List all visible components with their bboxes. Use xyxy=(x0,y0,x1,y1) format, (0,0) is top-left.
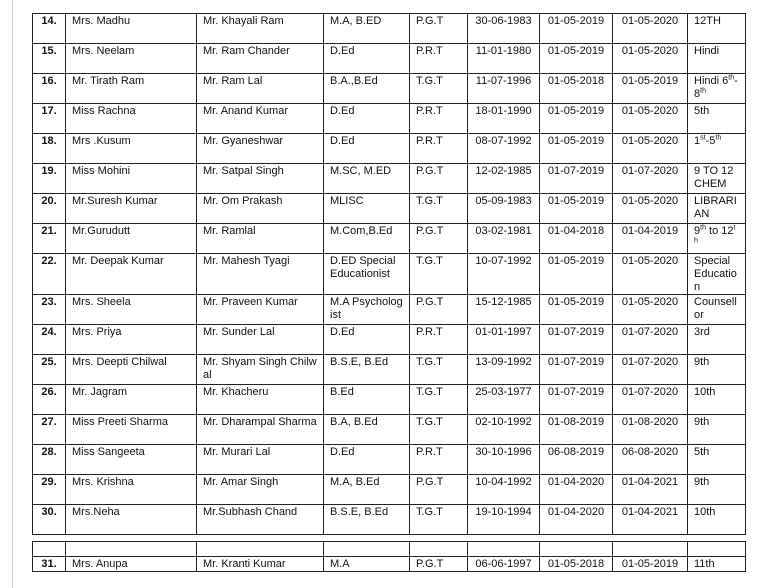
post-cell: T.G.T xyxy=(410,355,468,385)
empty-cell xyxy=(468,542,540,557)
date-of-birth-cell: 19-10-1994 xyxy=(468,505,540,535)
serial-number-cell: 16. xyxy=(33,74,66,104)
class-subject-cell: 9th to 12th xyxy=(688,224,746,254)
qualification-cell: B.S.E, B.Ed xyxy=(324,505,410,535)
empty-cell xyxy=(324,542,410,557)
class-subject-cell: Hindi xyxy=(688,44,746,74)
class-subject-cell: Hindi 6th-8th xyxy=(688,74,746,104)
post-cell: P.R.T xyxy=(410,445,468,475)
date-of-birth-cell: 02-10-1992 xyxy=(468,415,540,445)
post-cell: T.G.T xyxy=(410,254,468,295)
post-cell: T.G.T xyxy=(410,385,468,415)
class-subject-cell: 11th xyxy=(688,557,746,572)
father-husband-name-cell: Mr. Dharampal Sharma xyxy=(197,415,324,445)
father-husband-name-cell: Mr. Ram Chander xyxy=(197,44,324,74)
appointment-from-cell: 01-04-2020 xyxy=(540,505,613,535)
class-subject-cell: 9th xyxy=(688,475,746,505)
date-of-birth-cell: 11-01-1980 xyxy=(468,44,540,74)
father-husband-name-cell: Mr. Shyam Singh Chilwal xyxy=(197,355,324,385)
table-row xyxy=(33,134,746,164)
appointment-to-cell: 01-04-2021 xyxy=(613,505,688,535)
qualification-cell: D.Ed xyxy=(324,134,410,164)
father-husband-name-cell: Mr. Amar Singh xyxy=(197,475,324,505)
class-subject-cell: 10th xyxy=(688,505,746,535)
qualification-cell: D.Ed xyxy=(324,104,410,134)
date-of-birth-cell: 13-09-1992 xyxy=(468,355,540,385)
teacher-name-cell: Mrs. Deepti Chilwal xyxy=(66,355,197,385)
appointment-to-cell: 01-05-2019 xyxy=(613,74,688,104)
serial-number-cell: 20. xyxy=(33,194,66,224)
serial-number-cell: 15. xyxy=(33,44,66,74)
serial-number-cell: 18. xyxy=(33,134,66,164)
table-row xyxy=(33,385,746,415)
teacher-name-cell: Mr. Deepak Kumar xyxy=(66,254,197,295)
table-row xyxy=(33,445,746,475)
serial-number-cell: 27. xyxy=(33,415,66,445)
table-row xyxy=(33,44,746,74)
teacher-name-cell: Mrs. Priya xyxy=(66,325,197,355)
date-of-birth-cell: 08-07-1992 xyxy=(468,134,540,164)
father-husband-name-cell: Mr. Sunder Lal xyxy=(197,325,324,355)
date-of-birth-cell: 05-09-1983 xyxy=(468,194,540,224)
teacher-name-cell: Miss Mohini xyxy=(66,164,197,194)
post-cell: P.G.T xyxy=(410,224,468,254)
appointment-to-cell: 01-05-2020 xyxy=(613,14,688,44)
father-husband-name-cell: Mr. Satpal Singh xyxy=(197,164,324,194)
serial-number-cell: 23. xyxy=(33,295,66,325)
father-husband-name-cell: Mr. Khayali Ram xyxy=(197,14,324,44)
date-of-birth-cell: 01-01-1997 xyxy=(468,325,540,355)
table-row xyxy=(33,505,746,535)
post-cell: P.G.T xyxy=(410,295,468,325)
qualification-cell: D.Ed xyxy=(324,445,410,475)
post-cell: P.R.T xyxy=(410,325,468,355)
table-row xyxy=(33,164,746,194)
teacher-name-cell: Miss Preeti Sharma xyxy=(66,415,197,445)
table-row xyxy=(33,415,746,445)
teacher-name-cell: Mrs.Neha xyxy=(66,505,197,535)
post-cell: T.G.T xyxy=(410,74,468,104)
empty-row xyxy=(33,542,746,557)
serial-number-cell: 17. xyxy=(33,104,66,134)
qualification-cell: B.A, B.Ed xyxy=(324,415,410,445)
qualification-cell: D.Ed xyxy=(324,44,410,74)
empty-cell xyxy=(613,542,688,557)
class-subject-cell: 10th xyxy=(688,385,746,415)
serial-number-cell: 22. xyxy=(33,254,66,295)
empty-cell xyxy=(33,542,66,557)
empty-cell xyxy=(540,542,613,557)
appointment-from-cell: 01-05-2018 xyxy=(540,74,613,104)
father-husband-name-cell: Mr. Mahesh Tyagi xyxy=(197,254,324,295)
qualification-cell: M.A, B.ED xyxy=(324,14,410,44)
class-subject-cell: Special Education xyxy=(688,254,746,295)
empty-cell xyxy=(66,542,197,557)
class-subject-cell: 9th xyxy=(688,355,746,385)
serial-number-cell: 28. xyxy=(33,445,66,475)
empty-cell xyxy=(410,542,468,557)
table-row xyxy=(33,194,746,224)
appointment-to-cell: 01-05-2019 xyxy=(613,557,688,572)
father-husband-name-cell: Mr. Gyaneshwar xyxy=(197,134,324,164)
appointment-from-cell: 06-08-2019 xyxy=(540,445,613,475)
serial-number-cell: 30. xyxy=(33,505,66,535)
teacher-name-cell: Mrs .Kusum xyxy=(66,134,197,164)
post-cell: T.G.T xyxy=(410,505,468,535)
class-subject-cell: 1st-5th xyxy=(688,134,746,164)
father-husband-name-cell: Mr. Ramlal xyxy=(197,224,324,254)
staff-table-continued xyxy=(32,541,746,572)
appointment-from-cell: 01-05-2019 xyxy=(540,254,613,295)
date-of-birth-cell: 18-01-1990 xyxy=(468,104,540,134)
appointment-to-cell: 01-07-2020 xyxy=(613,385,688,415)
serial-number-cell: 31. xyxy=(33,557,66,572)
father-husband-name-cell: Mr. Anand Kumar xyxy=(197,104,324,134)
empty-cell xyxy=(688,542,746,557)
appointment-to-cell: 01-04-2021 xyxy=(613,475,688,505)
date-of-birth-cell: 10-04-1992 xyxy=(468,475,540,505)
appointment-from-cell: 01-05-2019 xyxy=(540,44,613,74)
qualification-cell: M.Com,B.Ed xyxy=(324,224,410,254)
qualification-cell: D.ED Special Educationist xyxy=(324,254,410,295)
post-cell: P.G.T xyxy=(410,164,468,194)
post-cell: P.G.T xyxy=(410,557,468,572)
appointment-to-cell: 01-05-2020 xyxy=(613,254,688,295)
appointment-from-cell: 01-05-2019 xyxy=(540,14,613,44)
appointment-from-cell: 01-05-2019 xyxy=(540,194,613,224)
teacher-name-cell: Mrs. Krishna xyxy=(66,475,197,505)
teacher-name-cell: Mr.Gurudutt xyxy=(66,224,197,254)
post-cell: P.R.T xyxy=(410,44,468,74)
appointment-to-cell: 01-05-2020 xyxy=(613,134,688,164)
class-subject-cell: 3rd xyxy=(688,325,746,355)
appointment-to-cell: 01-07-2020 xyxy=(613,325,688,355)
serial-number-cell: 24. xyxy=(33,325,66,355)
teacher-name-cell: Mr.Suresh Kumar xyxy=(66,194,197,224)
date-of-birth-cell: 30-10-1996 xyxy=(468,445,540,475)
table-row xyxy=(33,224,746,254)
date-of-birth-cell: 10-07-1992 xyxy=(468,254,540,295)
serial-number-cell: 21. xyxy=(33,224,66,254)
qualification-cell: M.A xyxy=(324,557,410,572)
appointment-from-cell: 01-07-2019 xyxy=(540,385,613,415)
teacher-name-cell: Mrs. Madhu xyxy=(66,14,197,44)
date-of-birth-cell: 30-06-1983 xyxy=(468,14,540,44)
class-subject-cell: Counsellor xyxy=(688,295,746,325)
teacher-name-cell: Miss Sangeeta xyxy=(66,445,197,475)
date-of-birth-cell: 25-03-1977 xyxy=(468,385,540,415)
qualification-cell: B.A.,B.Ed xyxy=(324,74,410,104)
empty-cell xyxy=(197,542,324,557)
table-row xyxy=(33,557,746,572)
appointment-to-cell: 01-07-2020 xyxy=(613,355,688,385)
date-of-birth-cell: 03-02-1981 xyxy=(468,224,540,254)
post-cell: T.G.T xyxy=(410,194,468,224)
post-cell: P.G.T xyxy=(410,14,468,44)
teacher-name-cell: Mrs. Anupa xyxy=(66,557,197,572)
appointment-to-cell: 01-07-2020 xyxy=(613,164,688,194)
class-subject-cell: 12TH xyxy=(688,14,746,44)
appointment-from-cell: 01-05-2019 xyxy=(540,104,613,134)
appointment-to-cell: 01-08-2020 xyxy=(613,415,688,445)
father-husband-name-cell: Mr. Praveen Kumar xyxy=(197,295,324,325)
qualification-cell: B.S.E, B.Ed xyxy=(324,355,410,385)
appointment-to-cell: 01-05-2020 xyxy=(613,194,688,224)
serial-number-cell: 14. xyxy=(33,14,66,44)
qualification-cell: M.A Psychologist xyxy=(324,295,410,325)
appointment-from-cell: 01-05-2019 xyxy=(540,295,613,325)
appointment-from-cell: 01-07-2019 xyxy=(540,355,613,385)
appointment-from-cell: 01-05-2019 xyxy=(540,134,613,164)
appointment-from-cell: 01-04-2020 xyxy=(540,475,613,505)
date-of-birth-cell: 15-12-1985 xyxy=(468,295,540,325)
father-husband-name-cell: Mr. Murari Lal xyxy=(197,445,324,475)
table-row xyxy=(33,325,746,355)
table-row xyxy=(33,295,746,325)
father-husband-name-cell: Mr. Om Prakash xyxy=(197,194,324,224)
father-husband-name-cell: Mr.Subhash Chand xyxy=(197,505,324,535)
teacher-name-cell: Mrs. Neelam xyxy=(66,44,197,74)
table-row xyxy=(33,254,746,295)
teacher-name-cell: Mr. Jagram xyxy=(66,385,197,415)
staff-table xyxy=(32,13,746,535)
qualification-cell: MLISC xyxy=(324,194,410,224)
appointment-to-cell: 01-05-2020 xyxy=(613,295,688,325)
father-husband-name-cell: Mr. Ram Lal xyxy=(197,74,324,104)
table-row xyxy=(33,475,746,505)
post-cell: T.G.T xyxy=(410,415,468,445)
appointment-from-cell: 01-05-2018 xyxy=(540,557,613,572)
teacher-name-cell: Miss Rachna xyxy=(66,104,197,134)
qualification-cell: M.A, B.Ed xyxy=(324,475,410,505)
appointment-to-cell: 01-05-2020 xyxy=(613,104,688,134)
post-cell: P.R.T xyxy=(410,134,468,164)
appointment-from-cell: 01-04-2018 xyxy=(540,224,613,254)
appointment-to-cell: 01-05-2020 xyxy=(613,44,688,74)
table-row xyxy=(33,74,746,104)
father-husband-name-cell: Mr. Khacheru xyxy=(197,385,324,415)
class-subject-cell: 5th xyxy=(688,104,746,134)
date-of-birth-cell: 06-06-1997 xyxy=(468,557,540,572)
teacher-name-cell: Mr. Tirath Ram xyxy=(66,74,197,104)
appointment-from-cell: 01-07-2019 xyxy=(540,164,613,194)
date-of-birth-cell: 11-07-1996 xyxy=(468,74,540,104)
table-row xyxy=(33,355,746,385)
appointment-to-cell: 06-08-2020 xyxy=(613,445,688,475)
class-subject-cell: 5th xyxy=(688,445,746,475)
appointment-from-cell: 01-07-2019 xyxy=(540,325,613,355)
appointment-to-cell: 01-04-2019 xyxy=(613,224,688,254)
class-subject-cell: LIBRARIAN xyxy=(688,194,746,224)
father-husband-name-cell: Mr. Kranti Kumar xyxy=(197,557,324,572)
post-cell: P.G.T xyxy=(410,475,468,505)
post-cell: P.R.T xyxy=(410,104,468,134)
teacher-name-cell: Mrs. Sheela xyxy=(66,295,197,325)
class-subject-cell: 9th xyxy=(688,415,746,445)
appointment-from-cell: 01-08-2019 xyxy=(540,415,613,445)
qualification-cell: D.Ed xyxy=(324,325,410,355)
serial-number-cell: 26. xyxy=(33,385,66,415)
date-of-birth-cell: 12-02-1985 xyxy=(468,164,540,194)
qualification-cell: M.SC, M.ED xyxy=(324,164,410,194)
table-row xyxy=(33,104,746,134)
class-subject-cell: 9 TO 12 CHEM xyxy=(688,164,746,194)
serial-number-cell: 19. xyxy=(33,164,66,194)
qualification-cell: B.Ed xyxy=(324,385,410,415)
table-row xyxy=(33,14,746,44)
serial-number-cell: 25. xyxy=(33,355,66,385)
page-margin-line xyxy=(12,0,13,588)
serial-number-cell: 29. xyxy=(33,475,66,505)
